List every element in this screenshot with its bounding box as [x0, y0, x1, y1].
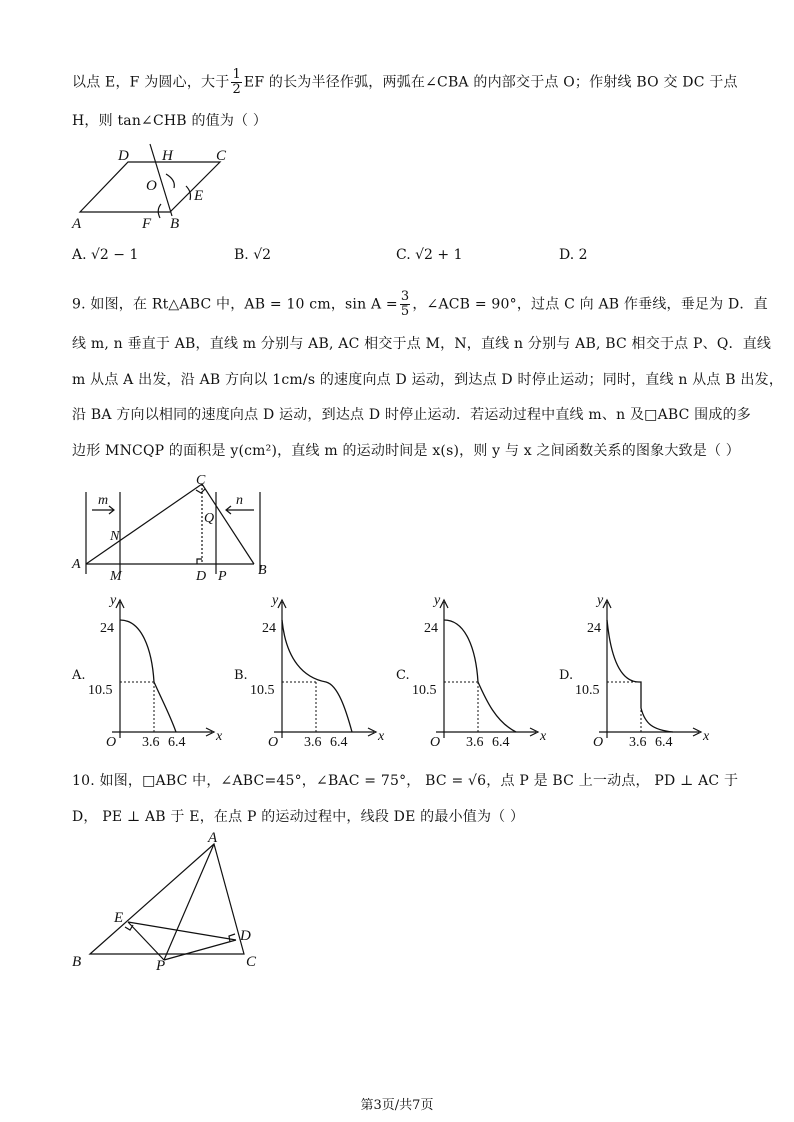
q8-option-b: [234, 247, 271, 263]
tick-y-10-5: 10.5: [575, 683, 600, 698]
q9-line-3: m 从点 A 出发，沿 AB 方向以 1cm/s 的速度向点 D 运动，到达点 D 时停止运动；同时，直线 n 从点 B 出发，: [72, 372, 784, 388]
q9-graph-option-b: [234, 590, 394, 750]
label-a: A: [208, 830, 218, 846]
q8-option-a-value: √2 − 1: [91, 247, 139, 263]
q9-line-1-part-b: ，∠ACB = 90°，过点 C 向 AB 作垂线，垂足为 D．直: [412, 296, 768, 313]
label-q: Q: [204, 511, 215, 526]
x-axis-label: x: [540, 729, 547, 744]
right-angle-d: [197, 559, 202, 564]
label-a: A: [72, 557, 81, 572]
q8-line-1: [72, 68, 738, 97]
arc-o: [166, 174, 174, 188]
tick-y-10-5: 10.5: [250, 683, 275, 698]
q8-line-1-part-a: 以点 E，F 为圆心，大于: [72, 74, 230, 91]
page-footer: 第3页/共7页: [360, 1098, 434, 1113]
q9-graph-option-a: [72, 590, 232, 750]
label-a: A: [72, 216, 82, 232]
label-b: B: [258, 563, 267, 578]
right-angle-c: [196, 489, 205, 493]
q8-line-2: H，则 tan∠CHB 的值为（ ）: [72, 113, 268, 129]
tick-y-24: 24: [262, 621, 276, 636]
origin-label: O: [430, 735, 441, 750]
q9-fraction-denominator: 5: [400, 304, 410, 319]
tick-x-3-6: 3.6: [142, 735, 160, 750]
q9-line-2: 线 m, n 垂直于 AB，直线 m 分别与 AB, AC 相交于点 M，N，直线 n 分别与 AB, BC 相交于点 P、Q．直线: [72, 336, 772, 352]
label-c: C: [246, 954, 257, 970]
q10-line-1: 10. 如图，□ABC 中，∠ABC=45°，∠BAC = 75°， BC = √6，点 P 是 BC 上一动点， PD ⊥ AC 于: [72, 773, 739, 789]
label-n: n: [236, 493, 243, 508]
q9-line-1-part-a: 9. 如图，在 Rt△ABC 中，AB = 10 cm，sin A =: [72, 296, 398, 313]
q9-fraction: [400, 290, 410, 319]
tick-x-3-6: 3.6: [304, 735, 322, 750]
tick-x-3-6: 3.6: [629, 735, 647, 750]
x-axis-label: x: [216, 729, 223, 744]
segment-ap: [164, 844, 214, 960]
tick-x-6-4: 6.4: [168, 735, 186, 750]
label-p: P: [156, 958, 166, 972]
q8-fraction: [231, 68, 241, 97]
q8-option-b-label: B.: [234, 247, 249, 263]
tick-y-24: 24: [587, 621, 601, 636]
y-axis-label: y: [110, 593, 117, 608]
y-axis-label: y: [272, 593, 279, 608]
label-h: H: [162, 148, 173, 164]
arc-f: [158, 204, 161, 218]
label-m: m: [98, 493, 109, 508]
q9-line-4: 沿 BA 方向以相同的速度向点 D 运动，到达点 D 时停止运动．若运动过程中直线 m、n 及□ABC 围成的多: [72, 407, 751, 423]
origin-label: O: [106, 735, 117, 750]
q9-graph-option-label-a: A.: [72, 668, 86, 683]
label-b: B: [170, 216, 180, 232]
origin-label: O: [268, 735, 279, 750]
q8-option-c-label: C.: [396, 247, 411, 263]
tick-y-10-5: 10.5: [88, 683, 113, 698]
q8-option-d-value: 2: [578, 247, 588, 263]
q9-line-5: 边形 MNCQP 的面积是 y(cm²)，直线 m 的运动时间是 x(s)，则 y 与 x 之间函数关系的图象大致是（ ）: [72, 443, 740, 459]
label-e: E: [194, 188, 204, 204]
q8-option-c: [396, 247, 463, 263]
tick-x-6-4: 6.4: [492, 735, 510, 750]
q8-option-d: [559, 247, 588, 263]
label-f: F: [142, 216, 152, 232]
q8-option-a: [72, 247, 138, 263]
segment-pd: [164, 940, 236, 960]
tick-x-6-4: 6.4: [330, 735, 348, 750]
q9-line-1: [72, 290, 768, 319]
q9-graph-option-label-d: D.: [559, 668, 574, 683]
q9-graph-option-c: [396, 590, 556, 750]
q9-graph-option-label-b: B.: [234, 668, 248, 683]
origin-label: O: [593, 735, 604, 750]
x-axis-label: x: [378, 729, 385, 744]
label-c: C: [216, 148, 227, 164]
y-axis-label: y: [434, 593, 441, 608]
label-e: E: [114, 910, 124, 926]
q8-fraction-denominator: 2: [232, 82, 241, 97]
q10-line-2: D， PE ⊥ AB 于 E，在点 P 的运动过程中，线段 DE 的最小值为（ ）: [72, 809, 525, 825]
tick-y-10-5: 10.5: [412, 683, 437, 698]
tick-x-6-4: 6.4: [655, 735, 673, 750]
q9-graph-option-label-c: C.: [396, 668, 410, 683]
q9-graph-option-d: [559, 590, 719, 750]
q8-option-b-value: √2: [253, 247, 272, 263]
tick-x-3-6: 3.6: [466, 735, 484, 750]
q8-option-a-label: A.: [72, 247, 87, 263]
q9-fraction-numerator: 3: [400, 289, 410, 304]
y-axis-label: y: [597, 593, 604, 608]
label-p: P: [218, 569, 227, 584]
segment-de: [128, 922, 236, 940]
q10-triangle-figure: [68, 830, 268, 972]
q8-line-1-part-b: EF 的长为半径作弧，两弧在∠CBA 的内部交于点 O；作射线 BO 交 DC 于点: [243, 74, 738, 91]
tick-y-24: 24: [424, 621, 438, 636]
label-c: C: [196, 474, 206, 488]
label-n-point: N: [110, 529, 120, 544]
label-d: D: [118, 148, 129, 164]
x-axis-label: x: [703, 729, 710, 744]
function-curve: [607, 620, 673, 732]
q8-fraction-numerator: 1: [232, 67, 241, 82]
label-b: B: [72, 954, 82, 970]
q8-option-d-label: D.: [559, 247, 575, 263]
label-m-point: M: [110, 569, 122, 584]
function-curve: [120, 620, 176, 732]
q8-parallelogram-figure: [68, 140, 228, 232]
tick-y-24: 24: [100, 621, 114, 636]
label-o: O: [146, 178, 157, 194]
label-d: D: [196, 569, 207, 584]
function-curve: [444, 620, 516, 732]
label-d: D: [240, 928, 251, 944]
q8-option-c-value: √2 + 1: [415, 247, 463, 263]
function-curve: [282, 620, 352, 732]
q9-triangle-figure: [68, 474, 280, 586]
